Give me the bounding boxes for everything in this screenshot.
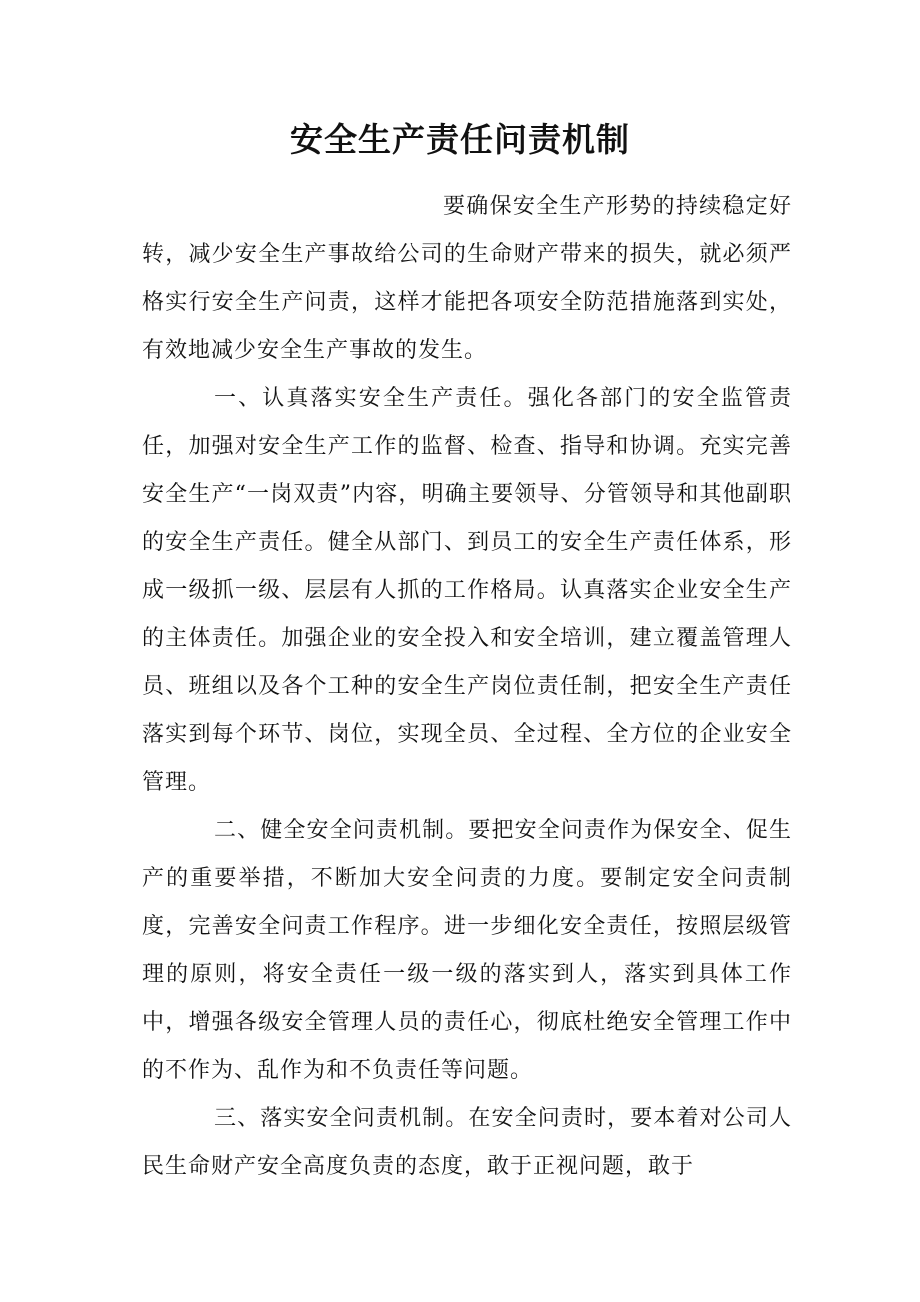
intro-paragraph: 要确保安全生产形势的持续稳定好转，减少安全生产事故给公司的生命财产带来的损失，就必须严格实行安全生产问责，这样才能把各项安全防范措施落到实处，有效地减少安全生产事故的发生。 <box>142 194 792 363</box>
document-body <box>142 183 792 1191</box>
section-2-paragraph: 二、健全安全问责机制。要把安全问责作为保安全、促生产的重要举措，不断加大安全问责的力度。要制定安全问责制度，完善安全问责工作程序。进一步细化安全责任，按照层级管理的原则，将安全责任一级一级的落实到人，落实到具体工作中，增强各级安全管理人员的责任心，彻底杜绝安全管理工作中的不作为、乱作为和不负责任等问题。 <box>142 818 792 1083</box>
section-3-paragraph: 三、落实安全问责机制。在安全问责时，要本着对公司人民生命财产安全高度负责的态度，敢于正视问题，敢于 <box>142 1106 792 1179</box>
section-1-paragraph: 一、认真落实安全生产责任。强化各部门的安全监管责任，加强对安全生产工作的监督、检查、指导和协调。充实完善安全生产“一岗双责”内容，明确主要领导、分管领导和其他副职的安全生产责任。健全从部门、到员工的安全生产责任体系，形成一级抓一级、层层有人抓的工作格局。认真落实企业安全生产的主体责任。加强企业的安全投入和安全培训，建立覆盖管理人员、班组以及各个工种的安全生产岗位责任制，把安全生产责任落实到每个环节、岗位，实现全员、全过程、全方位的企业安全管理。 <box>142 386 792 795</box>
document-title: 安全生产责任问责机制 <box>290 120 630 159</box>
